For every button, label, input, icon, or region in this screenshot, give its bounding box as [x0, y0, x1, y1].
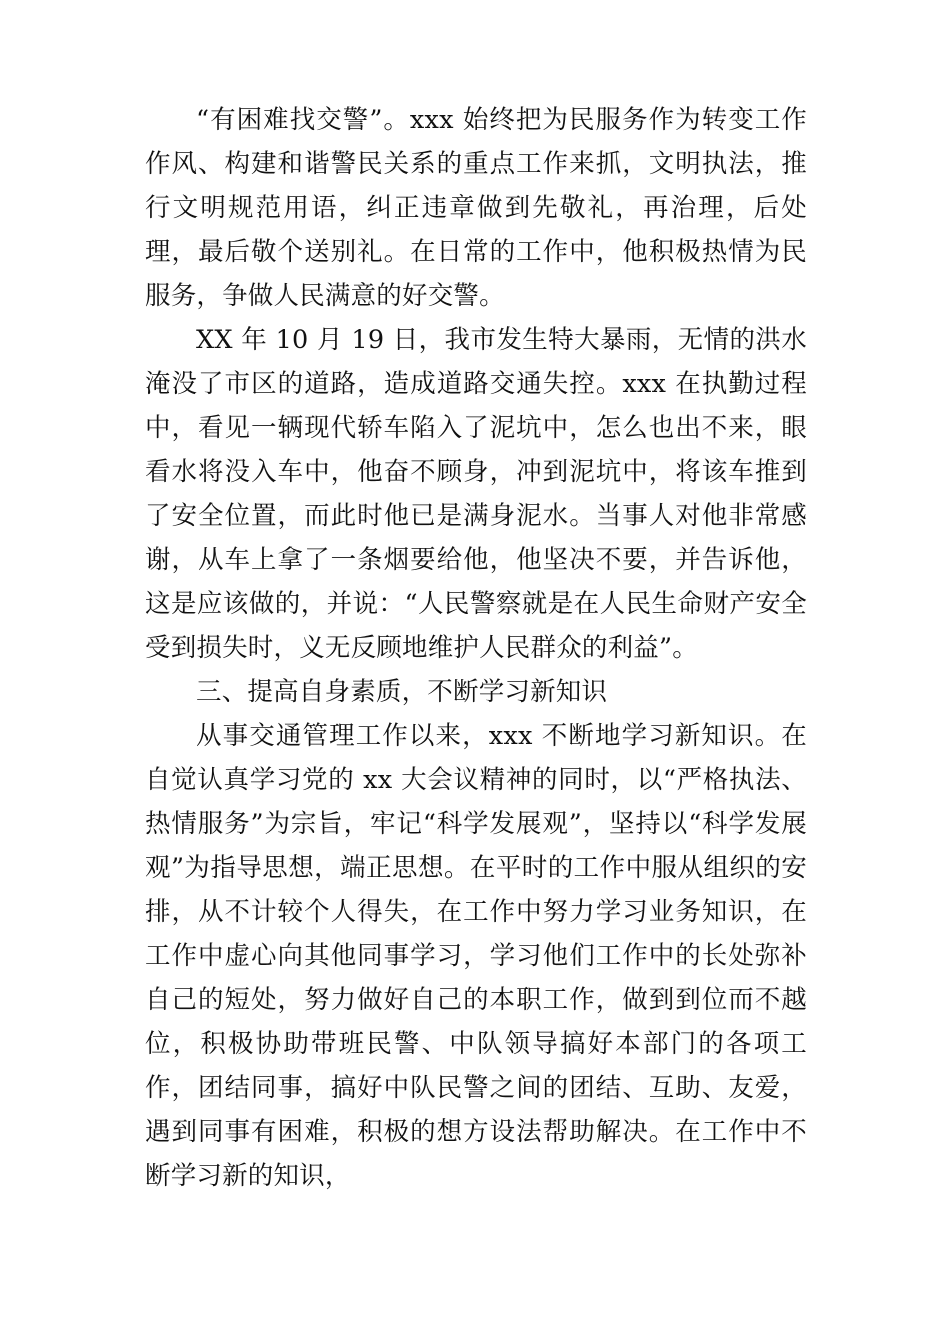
section-heading: 三、提高自身素质，不断学习新知识 — [196, 677, 608, 707]
paragraph-learning: 从事交通管理工作以来，xxx 不断地学习新知识。在自觉认真学习党的 xx 大会议精神的同时，以“严格执法、热情服务”为宗旨，牢记“科学发展观”，坚持以“科学发展观”为指导思想，端正思想。在平时的工作中服从组织的安排，从不计较个人得失，在工作中努力学习业务知识，在工作中虚心向其他同事学习，学习他们工作中的长处弥补自己的短处，努力做好自己的本职工作，做到到位而不越位，积极协助带班民警、中队领导搞好本部门的各项工作，团结同事，搞好中队民警之间的团结、互助、友爱，遇到同事有困难，积极的想方设法帮助解决。在工作中不断学习新的知识， — [145, 721, 807, 1191]
document-body — [145, 98, 807, 1198]
paragraph-service: “有困难找交警”。xxx 始终把为民服务作为转变工作作风、构建和谐警民关系的重点工作来抓，文明执法，推行文明规范用语，纠正违章做到先敬礼，再治理，后处理，最后敬个送别礼。在日常的工作中，他积极热情为民服务，争做人民满意的好交警。 — [145, 105, 807, 311]
paragraph-rainstorm: XX 年 10 月 19 日，我市发生特大暴雨，无情的洪水淹没了市区的道路，造成道路交通失控。xxx 在执勤过程中，看见一辆现代轿车陷入了泥坑中，怎么也出不来，眼看水将没入车中，他奋不顾身，冲到泥坑中，将该车推到了安全位置，而此时他已是满身泥水。当事人对他非常感谢，从车上拿了一条烟要给他，他坚决不要，并告诉他，这是应该做的，并说：“人民警察就是在人民生命财产安全受到损失时，义无反顾地维护人民群众的利益”。 — [145, 325, 807, 663]
